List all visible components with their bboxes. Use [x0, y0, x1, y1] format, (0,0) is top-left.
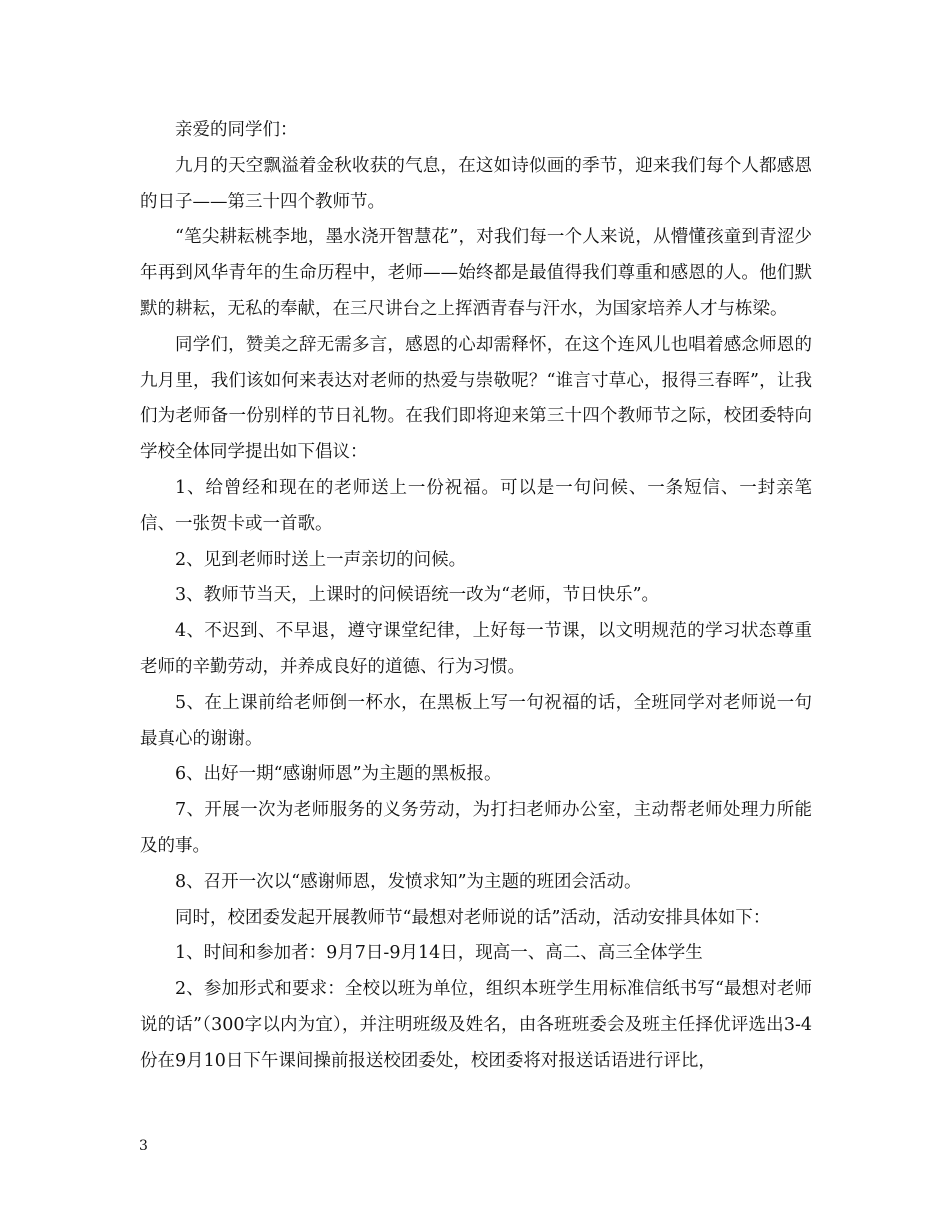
proposal-item-5: 5、在上课前给老师倒一杯水，在黑板上写一句祝福的话，全班同学对老师说一句最真心的谢谢。 — [140, 692, 812, 749]
proposal-item-7: 7、开展一次为老师服务的义务劳动，为打扫老师办公室，主动帮老师处理力所能及的事。 — [140, 800, 812, 856]
document-body — [140, 113, 812, 1080]
proposal-item-6: 6、出好一期“感谢师恩”为主题的黑板报。 — [175, 764, 502, 785]
paragraph-activity: 同时，校团委发起开展教师节“最想对老师说的话”活动，活动安排具体如下： — [175, 907, 771, 928]
paragraph-quote: “笔尖耕耘桃李地，墨水浇开智慧花”，对我们每一个人来说，从懵懂孩童到青涩少年再到风华青年的生命历程中，老师——始终都是最值得我们尊重和感恩的人。他们默默的耕耘，无私的奉献，在三尺讲台之上挥洒青春与汗水，为国家培养人才与栋梁。 — [140, 227, 812, 319]
proposal-item-2: 2、见到老师时送上一声亲切的问候。 — [175, 549, 467, 570]
paragraph-proposal: 同学们，赞美之辞无需多言，感恩的心却需释怀，在这个连风儿也唱着感念师恩的九月里，我们该如何来表达对老师的热爱与崇敬呢？“谁言寸草心，报得三春晖”，让我们为老师备一份别样的节日礼物。在我们即将迎来第三十四个教师节之际，校团委特向学校全体同学提出如下倡议： — [140, 334, 812, 463]
greeting: 亲爱的同学们： — [175, 120, 298, 140]
activity-item-2: 2、参加形式和要求：全校以班为单位，组织本班学生用标准信纸书写“最想对老师说的话”（300字以内为宜），并注明班级及姓名，由各班班委会及班主任择优评选出3-4份在9月10日下午课间操前报送校团委处，校团委将对报送话语进行评比， — [140, 979, 812, 1071]
proposal-item-8: 8、召开一次以“感谢师恩，发愤求知”为主题的班团会活动。 — [175, 871, 642, 892]
page-number: 3 — [139, 1138, 148, 1154]
proposal-item-4: 4、不迟到、不早退，遵守课堂纪律，上好每一节课，以文明规范的学习状态尊重老师的辛勤劳动，并养成良好的道德、行为习惯。 — [140, 621, 812, 677]
paragraph-intro: 九月的天空飘溢着金秋收获的气息，在这如诗似画的季节，迎来我们每个人都感恩的日子——第三十四个教师节。 — [140, 155, 812, 212]
proposal-item-1: 1、给曾经和现在的老师送上一份祝福。可以是一句问候、一条短信、一封亲笔信、一张贺卡或一首歌。 — [140, 477, 812, 534]
proposal-item-3: 3、教师节当天，上课时的问候语统一改为“老师，节日快乐”。 — [175, 585, 660, 606]
activity-item-1: 1、时间和参加者：9月7日-9月14日，现高一、高二、高三全体学生 — [175, 943, 703, 964]
